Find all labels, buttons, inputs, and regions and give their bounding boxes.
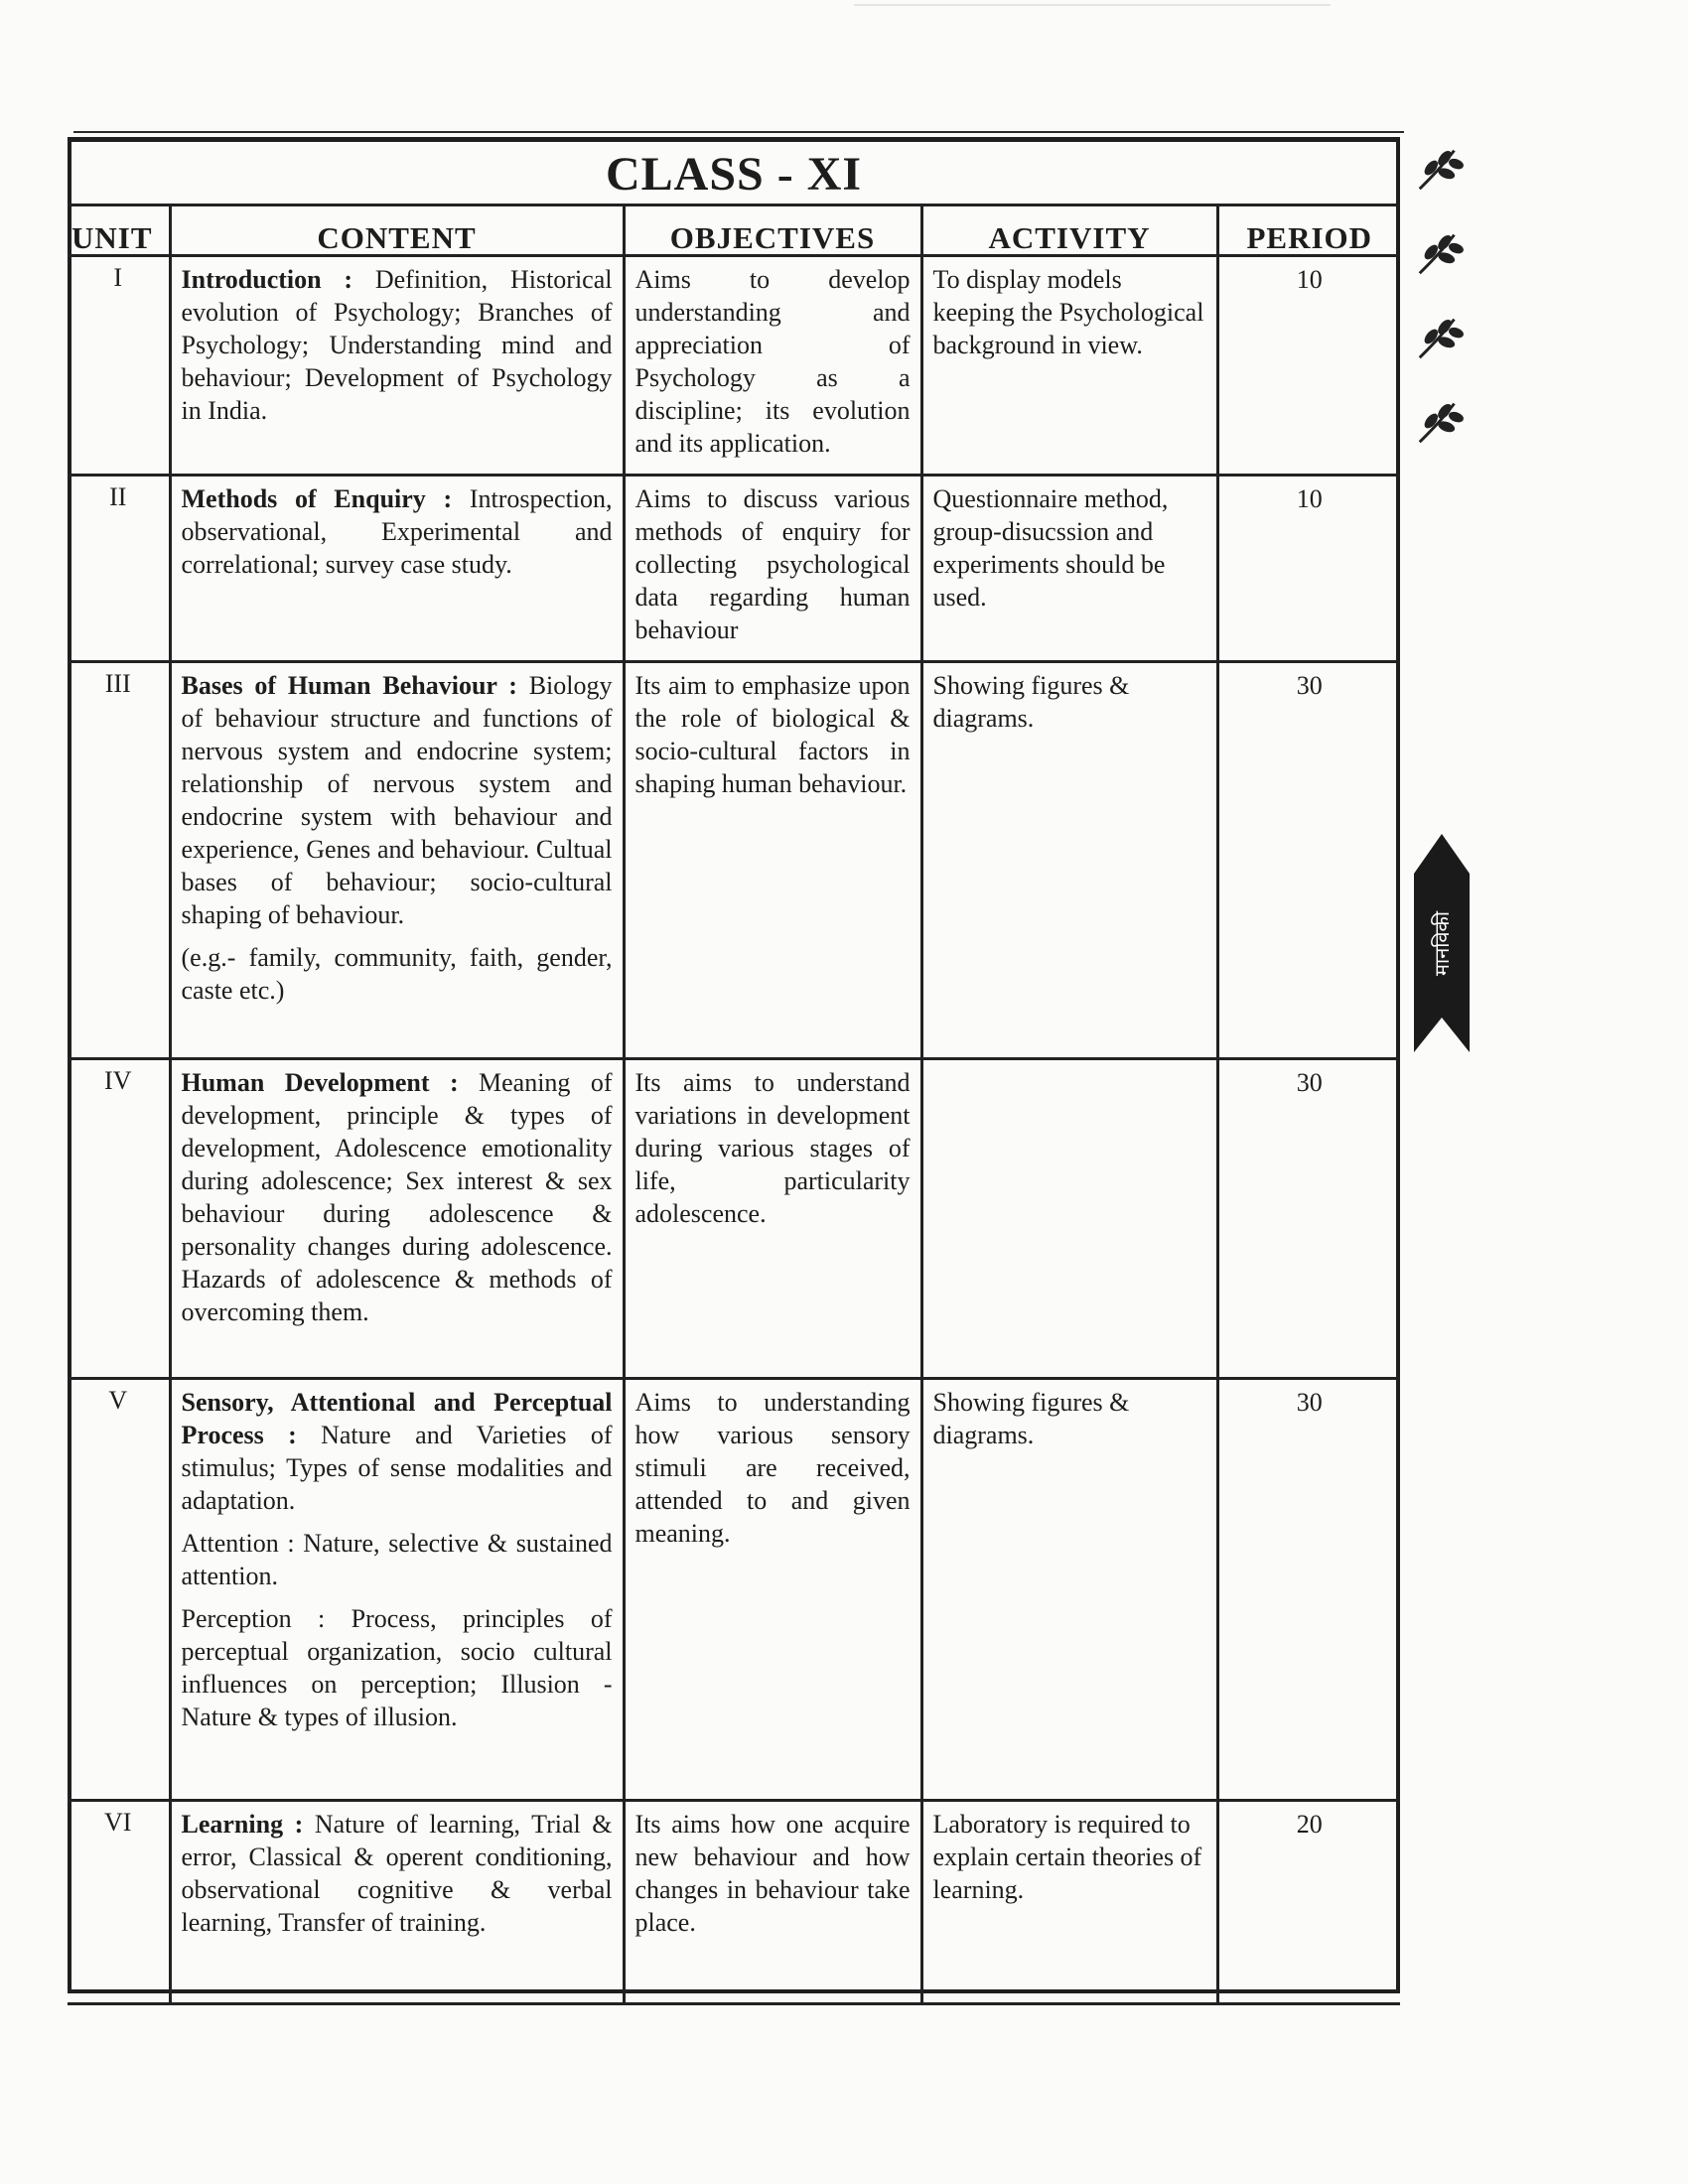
objectives-cell: Aims to develop understanding and appreciation of Psychology as a discipline; its evolution and its application. bbox=[624, 256, 921, 476]
header-unit: UNIT bbox=[68, 205, 170, 256]
unit-cell: III bbox=[68, 662, 170, 1059]
topic-text: (e.g.- family, community, faith, gender, caste etc.) bbox=[181, 943, 613, 1005]
activity-cell: Questionnaire method, group-disucssion and experiments should be used. bbox=[921, 476, 1217, 662]
topic-heading: Introduction : bbox=[181, 265, 353, 294]
content-cell bbox=[170, 476, 624, 662]
activity-cell: To display models keeping the Psychological background in view. bbox=[921, 256, 1217, 476]
topic-text: Perception : Process, principles of perceptual organization, socio cultural influences on perception; Illusion - Nature & types of illusion. bbox=[181, 1604, 613, 1731]
table-row bbox=[68, 476, 1400, 662]
unit-cell: I bbox=[68, 256, 170, 476]
topic-heading: Sensory, Attentional and Perceptual Process : bbox=[181, 1388, 613, 1449]
header-objectives: OBJECTIVES bbox=[624, 205, 921, 256]
content-cell bbox=[170, 256, 624, 476]
topic-text: Attention : Nature, selective & sustained attention. bbox=[181, 1529, 613, 1590]
content-paragraph bbox=[182, 1386, 613, 1517]
activity-cell: Laboratory is required to explain certain theories of learning. bbox=[921, 1801, 1217, 2004]
period-cell: 30 bbox=[1217, 1379, 1400, 1801]
table-row bbox=[68, 1059, 1400, 1379]
leaf-ornament-icon bbox=[1412, 392, 1470, 450]
table-header-row bbox=[68, 205, 1400, 256]
topic-text: Introspection, observational, Experimental and correlational; survey case study. bbox=[181, 484, 613, 579]
leaf-ornament-icon bbox=[1412, 223, 1470, 281]
content-paragraph bbox=[182, 482, 613, 581]
header-activity: ACTIVITY bbox=[921, 205, 1217, 256]
topic-heading: Bases of Human Behaviour : bbox=[181, 671, 517, 700]
topic-text: Meaning of development, principle & types of development, Adolescence emotionality during adolescence; Sex interest & sex behaviour during adolescence & personality changes during adolescence. Hazards of adolescence & methods of overcoming them. bbox=[181, 1068, 613, 1326]
unit-cell: IV bbox=[68, 1059, 170, 1379]
period-cell: 20 bbox=[1217, 1801, 1400, 2004]
unit-cell: VI bbox=[68, 1801, 170, 2004]
content-paragraph bbox=[182, 941, 613, 1007]
section-tab-label: मानविकी bbox=[1430, 910, 1454, 976]
period-cell: 10 bbox=[1217, 256, 1400, 476]
leaf-ornament-icon bbox=[1412, 308, 1470, 365]
objectives-cell: Its aim to emphasize upon the role of biological & socio-cultural factors in shaping human behaviour. bbox=[624, 662, 921, 1059]
page-scan-mark bbox=[854, 4, 1331, 6]
content-paragraph bbox=[182, 1527, 613, 1592]
content-cell bbox=[170, 662, 624, 1059]
period-cell: 30 bbox=[1217, 662, 1400, 1059]
table-row bbox=[68, 1379, 1400, 1801]
table-row bbox=[68, 662, 1400, 1059]
content-paragraph bbox=[182, 1602, 613, 1733]
content-cell bbox=[170, 1801, 624, 2004]
content-paragraph bbox=[182, 263, 613, 427]
objectives-cell: Aims to understanding how various sensory stimuli are received, attended to and given meaning. bbox=[624, 1379, 921, 1801]
topic-text: Biology of behaviour structure and functions of nervous system and endocrine system; relationship of nervous system and endocrine system with behaviour and experience, Genes and behaviour. Cultual bases of behaviour; socio-cultural shaping of behaviour. bbox=[181, 671, 613, 929]
objectives-cell: Its aims to understand variations in development during various stages of life, particularity adolescence. bbox=[624, 1059, 921, 1379]
topic-text: Nature and Varieties of stimulus; Types of sense modalities and adaptation. bbox=[181, 1421, 613, 1515]
table-row bbox=[68, 256, 1400, 476]
topic-text: Definition, Historical evolution of Psychology; Branches of Psychology; Understanding mind and behaviour; Development of Psychology in India. bbox=[181, 265, 613, 425]
activity-cell: Showing figures & diagrams. bbox=[921, 662, 1217, 1059]
period-cell: 30 bbox=[1217, 1059, 1400, 1379]
leaf-ornament-icon bbox=[1412, 139, 1470, 197]
objectives-cell: Aims to discuss various methods of enquiry for collecting psychological data regarding human behaviour bbox=[624, 476, 921, 662]
period-cell: 10 bbox=[1217, 476, 1400, 662]
header-period: PERIOD bbox=[1217, 205, 1400, 256]
topic-heading: Learning : bbox=[181, 1810, 304, 1839]
table-row bbox=[68, 1801, 1400, 2004]
content-paragraph bbox=[182, 669, 613, 931]
topic-text: Nature of learning, Trial & error, Classical & operent conditioning, observational cognitive & verbal learning, Transfer of training. bbox=[181, 1810, 613, 1937]
objectives-cell: Its aims how one acquire new behaviour and how changes in behaviour take place. bbox=[624, 1801, 921, 2004]
topic-heading: Human Development : bbox=[181, 1068, 459, 1097]
syllabus-table bbox=[68, 204, 1400, 2005]
unit-cell: II bbox=[68, 476, 170, 662]
content-cell bbox=[170, 1379, 624, 1801]
activity-cell bbox=[921, 1059, 1217, 1379]
topic-heading: Methods of Enquiry : bbox=[181, 484, 453, 513]
content-cell bbox=[170, 1059, 624, 1379]
unit-cell: V bbox=[68, 1379, 170, 1801]
header-content: CONTENT bbox=[170, 205, 624, 256]
content-paragraph bbox=[182, 1808, 613, 1939]
page-title: CLASS - XI bbox=[605, 148, 863, 201]
content-paragraph bbox=[182, 1066, 613, 1328]
activity-cell: Showing figures & diagrams. bbox=[921, 1379, 1217, 1801]
